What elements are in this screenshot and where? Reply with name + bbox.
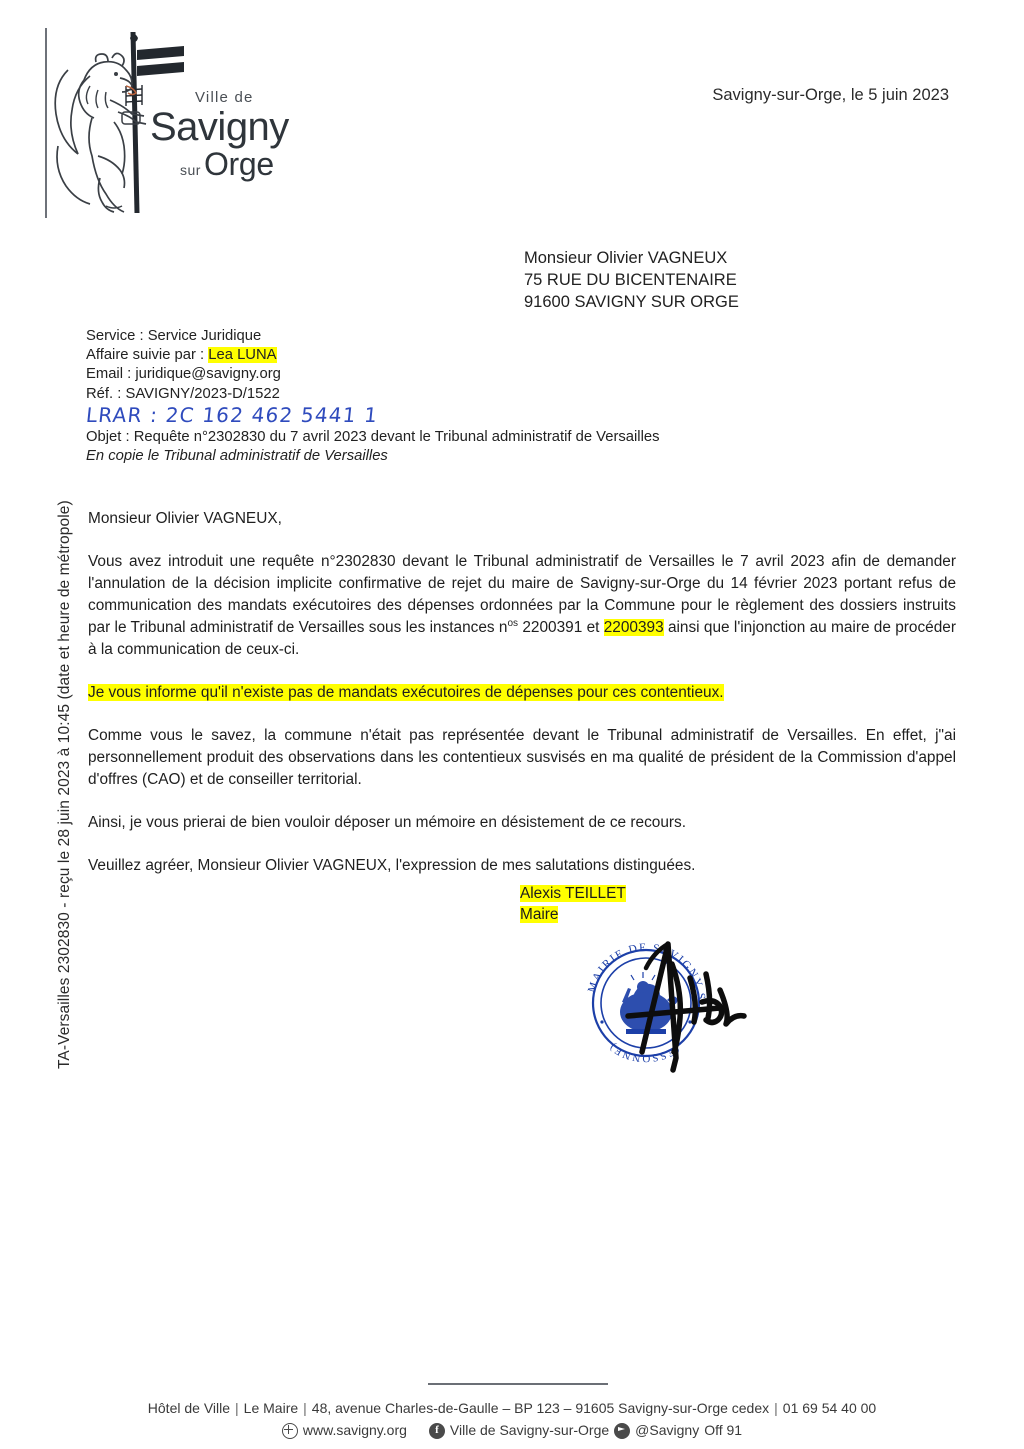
para1-part-b: 2200391 et bbox=[518, 619, 604, 637]
signatory-title: Maire bbox=[520, 905, 559, 923]
ref-value: SAVIGNY/2023-D/1522 bbox=[125, 385, 280, 402]
signatory-title-row bbox=[520, 905, 626, 926]
footer-facebook[interactable]: Ville de Savigny-sur-Orge bbox=[449, 1421, 610, 1438]
service-value: Service Juridique bbox=[147, 328, 262, 344]
email-line bbox=[86, 365, 660, 384]
recipient-street: 75 RUE DU BICENTENAIRE bbox=[524, 270, 737, 289]
para1-highlighted-instance: 2200393 bbox=[603, 619, 664, 637]
body-paragraph-4: Ainsi, je vous prierai de bien vouloir déposer un mémoire en désistement de ce recours. bbox=[88, 814, 686, 832]
globe-icon bbox=[282, 1423, 298, 1439]
logo-line-ville: Ville de bbox=[195, 89, 254, 106]
court-reception-stamp: TA-Versailles 2302830 - reçu le 28 juin 2023 à 10:45 (date et heure de métropole) bbox=[56, 500, 73, 1069]
signatory-name-row bbox=[520, 884, 626, 905]
recipient-name: Monsieur Olivier VAGNEUX bbox=[524, 249, 728, 267]
lrar-handwritten-line bbox=[86, 404, 660, 428]
para1-part-a: Vous avez introduit une requête n°2302830 devant le Tribunal administratif de Versailles le 7 avril 2023 afin de demander l'annulation de la décision implicite confirmative de rejet du maire de Savigny-sur-Orge du 14 février 2023 portant refus de communication des mandats exécutoires des dépenses ordonnées par la Commune pour le règlement des dossiers instruits par le Tribunal administratif de Versailles sous les instances n bbox=[88, 553, 956, 637]
footer-separator-3: | bbox=[774, 1400, 778, 1416]
page-footer bbox=[0, 1398, 1024, 1441]
logo-line-sur-orge bbox=[180, 148, 289, 180]
official-seal-and-signature bbox=[572, 930, 792, 1075]
affaire-value-highlighted: Lea LUNA bbox=[208, 347, 277, 364]
body-paragraph-2 bbox=[88, 682, 956, 704]
body-paragraph-3: Comme vous le savez, la commune n'était pas représentée devant le Tribunal administratif de Versailles. En effet, j"ai personnellement produit des observations dans les contentieux susvisés en ma qualité de président de la Commission d'appel d'offres (CAO) et de conseiller territorial. bbox=[88, 727, 956, 789]
affaire-line bbox=[86, 346, 660, 365]
email-value: juridique@savigny.org bbox=[135, 366, 281, 383]
ref-label: Réf. : bbox=[86, 385, 126, 402]
city-logo bbox=[38, 28, 289, 218]
footer-social-line bbox=[0, 1420, 1024, 1442]
logo-orge: Orge bbox=[203, 146, 274, 182]
city-logo-wordmark bbox=[150, 90, 289, 180]
body-paragraph-5: Veuillez agréer, Monsieur Olivier VAGNEUX, l'expression de mes salutations distinguées. bbox=[88, 857, 696, 875]
svg-text:MAIRIE DE SAVIGNY SUR ORGE: MAIRIE DE SAVIGNY S bbox=[585, 941, 708, 1002]
letter-body bbox=[88, 508, 956, 877]
recipient-city: 91600 SAVIGNY SUR ORGE bbox=[524, 292, 739, 311]
footer-separator-1: | bbox=[235, 1400, 239, 1416]
para2-highlighted-statement: Je vous informe qu'il n'existe pas de mandats exécutoires de dépenses pour ces contentieux. bbox=[88, 684, 724, 702]
facebook-icon: f bbox=[429, 1423, 445, 1439]
copie-line: En copie le Tribunal administratif de Versailles bbox=[86, 448, 388, 465]
footer-divider bbox=[428, 1383, 608, 1385]
logo-line-savigny: Savigny bbox=[150, 105, 289, 149]
document-date: Savigny-sur-Orge, le 5 juin 2023 bbox=[712, 86, 949, 104]
objet-line: Objet : Requête n°2302830 du 7 avril 2023 devant le Tribunal administratif de Versailles bbox=[86, 429, 660, 446]
footer-website[interactable]: www.savigny.org bbox=[302, 1421, 407, 1438]
footer-contact-line bbox=[0, 1398, 1024, 1420]
footer-extra: Off 91 bbox=[704, 1421, 743, 1438]
twitter-icon bbox=[614, 1423, 630, 1439]
footer-twitter[interactable]: @Savigny bbox=[635, 1421, 700, 1438]
service-label: Service : bbox=[86, 328, 148, 344]
footer-item-le-maire: Le Maire bbox=[243, 1400, 299, 1416]
footer-item-hotel-de-ville: Hôtel de Ville bbox=[147, 1400, 231, 1416]
recipient-address bbox=[524, 248, 739, 314]
signatory-name: Alexis TEILLET bbox=[520, 885, 626, 902]
ref-line bbox=[86, 385, 660, 404]
signature-block bbox=[520, 884, 626, 926]
footer-separator-2: | bbox=[303, 1400, 307, 1416]
para1-nos-superscript: os bbox=[507, 618, 519, 630]
footer-item-address: 48, avenue Charles-de-Gaulle – BP 123 – 91605 Savigny-sur-Orge cedex bbox=[311, 1400, 770, 1416]
affaire-label: Affaire suivie par : bbox=[86, 347, 209, 364]
lrar-handwritten-note: LRAR : 2C 162 462 5441 1 bbox=[84, 402, 380, 427]
service-line bbox=[86, 327, 660, 346]
mairie-round-stamp-icon bbox=[572, 930, 792, 1075]
logo-sur: sur bbox=[180, 162, 201, 178]
salutation-paragraph: Monsieur Olivier VAGNEUX, bbox=[88, 510, 282, 527]
para1-part-c: ainsi que l'injonction au maire de procéder à la communication de ceux-ci. bbox=[88, 619, 956, 659]
body-paragraph-1 bbox=[88, 551, 956, 661]
footer-item-phone: 01 69 54 40 00 bbox=[782, 1400, 877, 1416]
svg-text:(ESSONNE): (ESSONNE) bbox=[606, 1040, 682, 1065]
reference-block bbox=[86, 327, 660, 467]
email-label: Email : bbox=[86, 366, 136, 383]
